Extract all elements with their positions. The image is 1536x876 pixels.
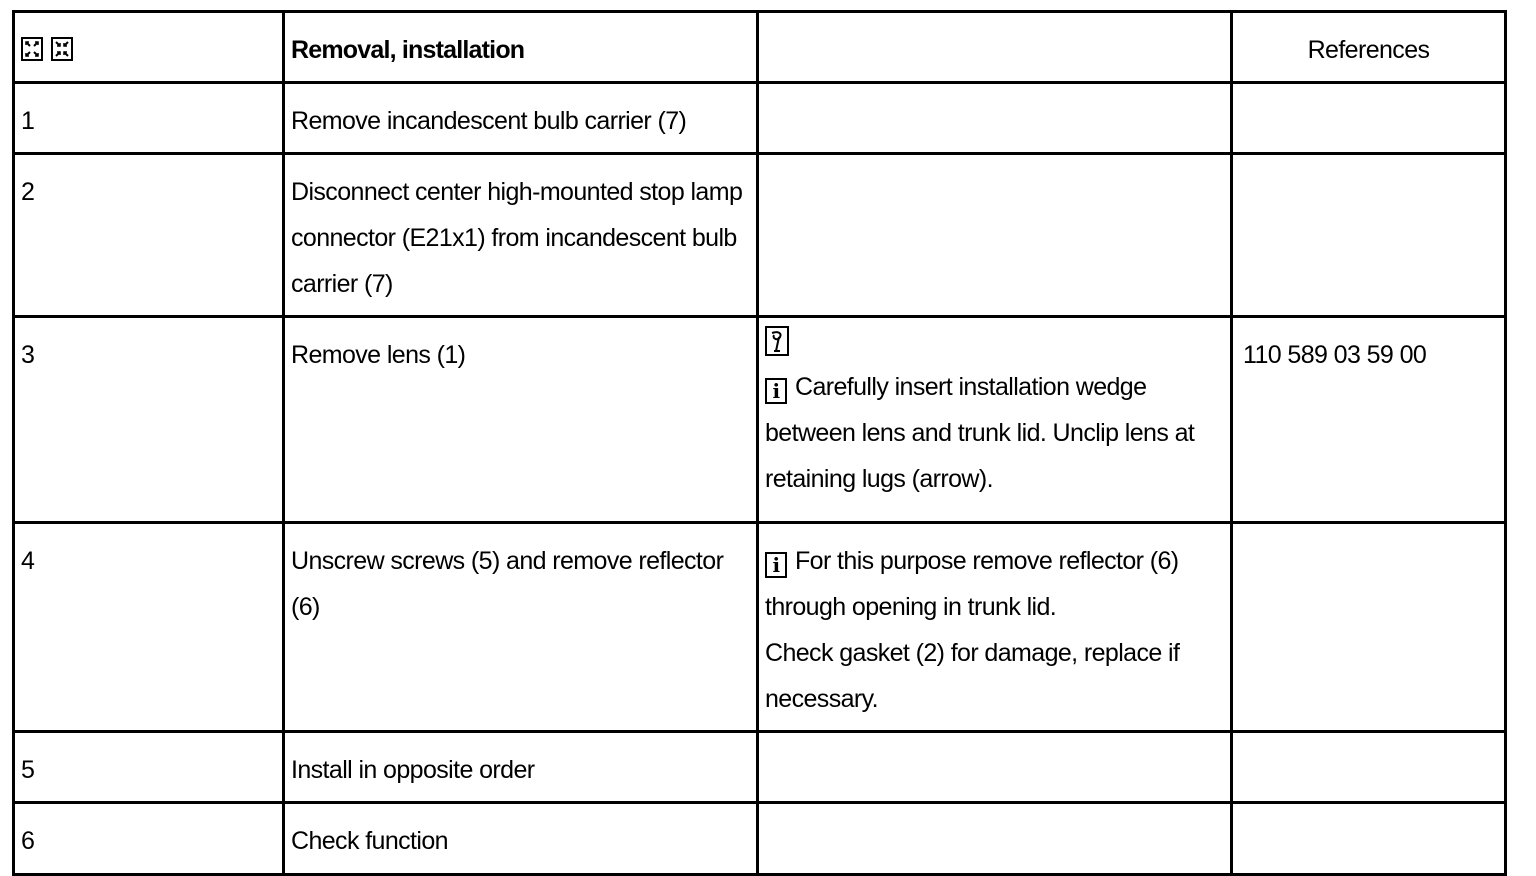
column-title-references: References [1307, 36, 1430, 64]
step-number-cell [14, 523, 284, 732]
reference-number [1239, 178, 1243, 206]
table-row [14, 317, 1506, 523]
action-line: Install in opposite order [291, 756, 535, 784]
note-line: between lens and trunk lid. Unclip lens at [765, 419, 1195, 447]
table-row [14, 523, 1506, 732]
action-line: Remove lens (1) [291, 341, 466, 369]
action-line: Unscrew screws (5) and remove reflector (6) [291, 547, 724, 621]
reference-number [1239, 107, 1243, 135]
step-number: 1 [21, 107, 35, 135]
step-notes [758, 83, 1232, 154]
action-line: connector (E21x1) from incandescent bulb [291, 224, 737, 252]
step-reference [1232, 317, 1506, 523]
reference-number [1239, 827, 1243, 855]
step-reference [1232, 154, 1506, 317]
table-row [14, 154, 1506, 317]
installation-icon [51, 37, 73, 61]
step-number-cell [14, 317, 284, 523]
note-line: Check gasket (2) for damage, replace if [765, 639, 1180, 667]
step-notes [758, 154, 1232, 317]
step-reference [1232, 523, 1506, 732]
note-line: necessary. [765, 685, 879, 713]
table-row [14, 83, 1506, 154]
procedure-sheet [12, 10, 1504, 856]
step-number: 3 [21, 341, 35, 369]
step-notes [758, 523, 1232, 732]
step-number: 5 [21, 756, 35, 784]
step-action [284, 83, 758, 154]
table-row [14, 732, 1506, 803]
header-references [1232, 12, 1506, 83]
note-line: Carefully insert installation wedge [795, 373, 1147, 401]
table-row [14, 803, 1506, 875]
header-notes [758, 12, 1232, 83]
note-line: For this purpose remove reflector (6) [795, 547, 1179, 575]
step-notes [758, 317, 1232, 523]
step-notes [758, 803, 1232, 875]
removal-icon [21, 37, 43, 61]
step-number: 2 [21, 178, 35, 206]
note-line: retaining lugs (arrow). [765, 465, 993, 493]
note-line: through opening in trunk lid. [765, 593, 1057, 621]
step-number: 4 [21, 547, 35, 575]
header-icons-cell [14, 12, 284, 83]
reference-number [1239, 547, 1243, 575]
step-action [284, 803, 758, 875]
action-line: Remove incandescent bulb carrier (7) [291, 107, 687, 135]
column-title-action: Removal, installation [291, 36, 525, 64]
step-action [284, 523, 758, 732]
step-notes [758, 732, 1232, 803]
action-line: Check function [291, 827, 448, 855]
step-reference [1232, 732, 1506, 803]
step-action [284, 154, 758, 317]
step-action [284, 732, 758, 803]
reference-number: 110 589 03 59 00 [1243, 341, 1427, 369]
step-number-cell [14, 732, 284, 803]
table-header-row [14, 12, 1506, 83]
step-reference [1232, 83, 1506, 154]
special-tool-icon [765, 326, 789, 356]
step-number: 6 [21, 827, 35, 855]
step-number-cell [14, 83, 284, 154]
step-action [284, 317, 758, 523]
step-number-cell [14, 803, 284, 875]
procedure-table [12, 10, 1507, 876]
step-number-cell [14, 154, 284, 317]
step-reference [1232, 803, 1506, 875]
info-icon: i [765, 552, 787, 578]
header-action [284, 12, 758, 83]
action-line: carrier (7) [291, 270, 393, 298]
action-line: Disconnect center high-mounted stop lamp [291, 178, 743, 206]
reference-number [1239, 756, 1243, 784]
info-icon: i [765, 378, 787, 404]
